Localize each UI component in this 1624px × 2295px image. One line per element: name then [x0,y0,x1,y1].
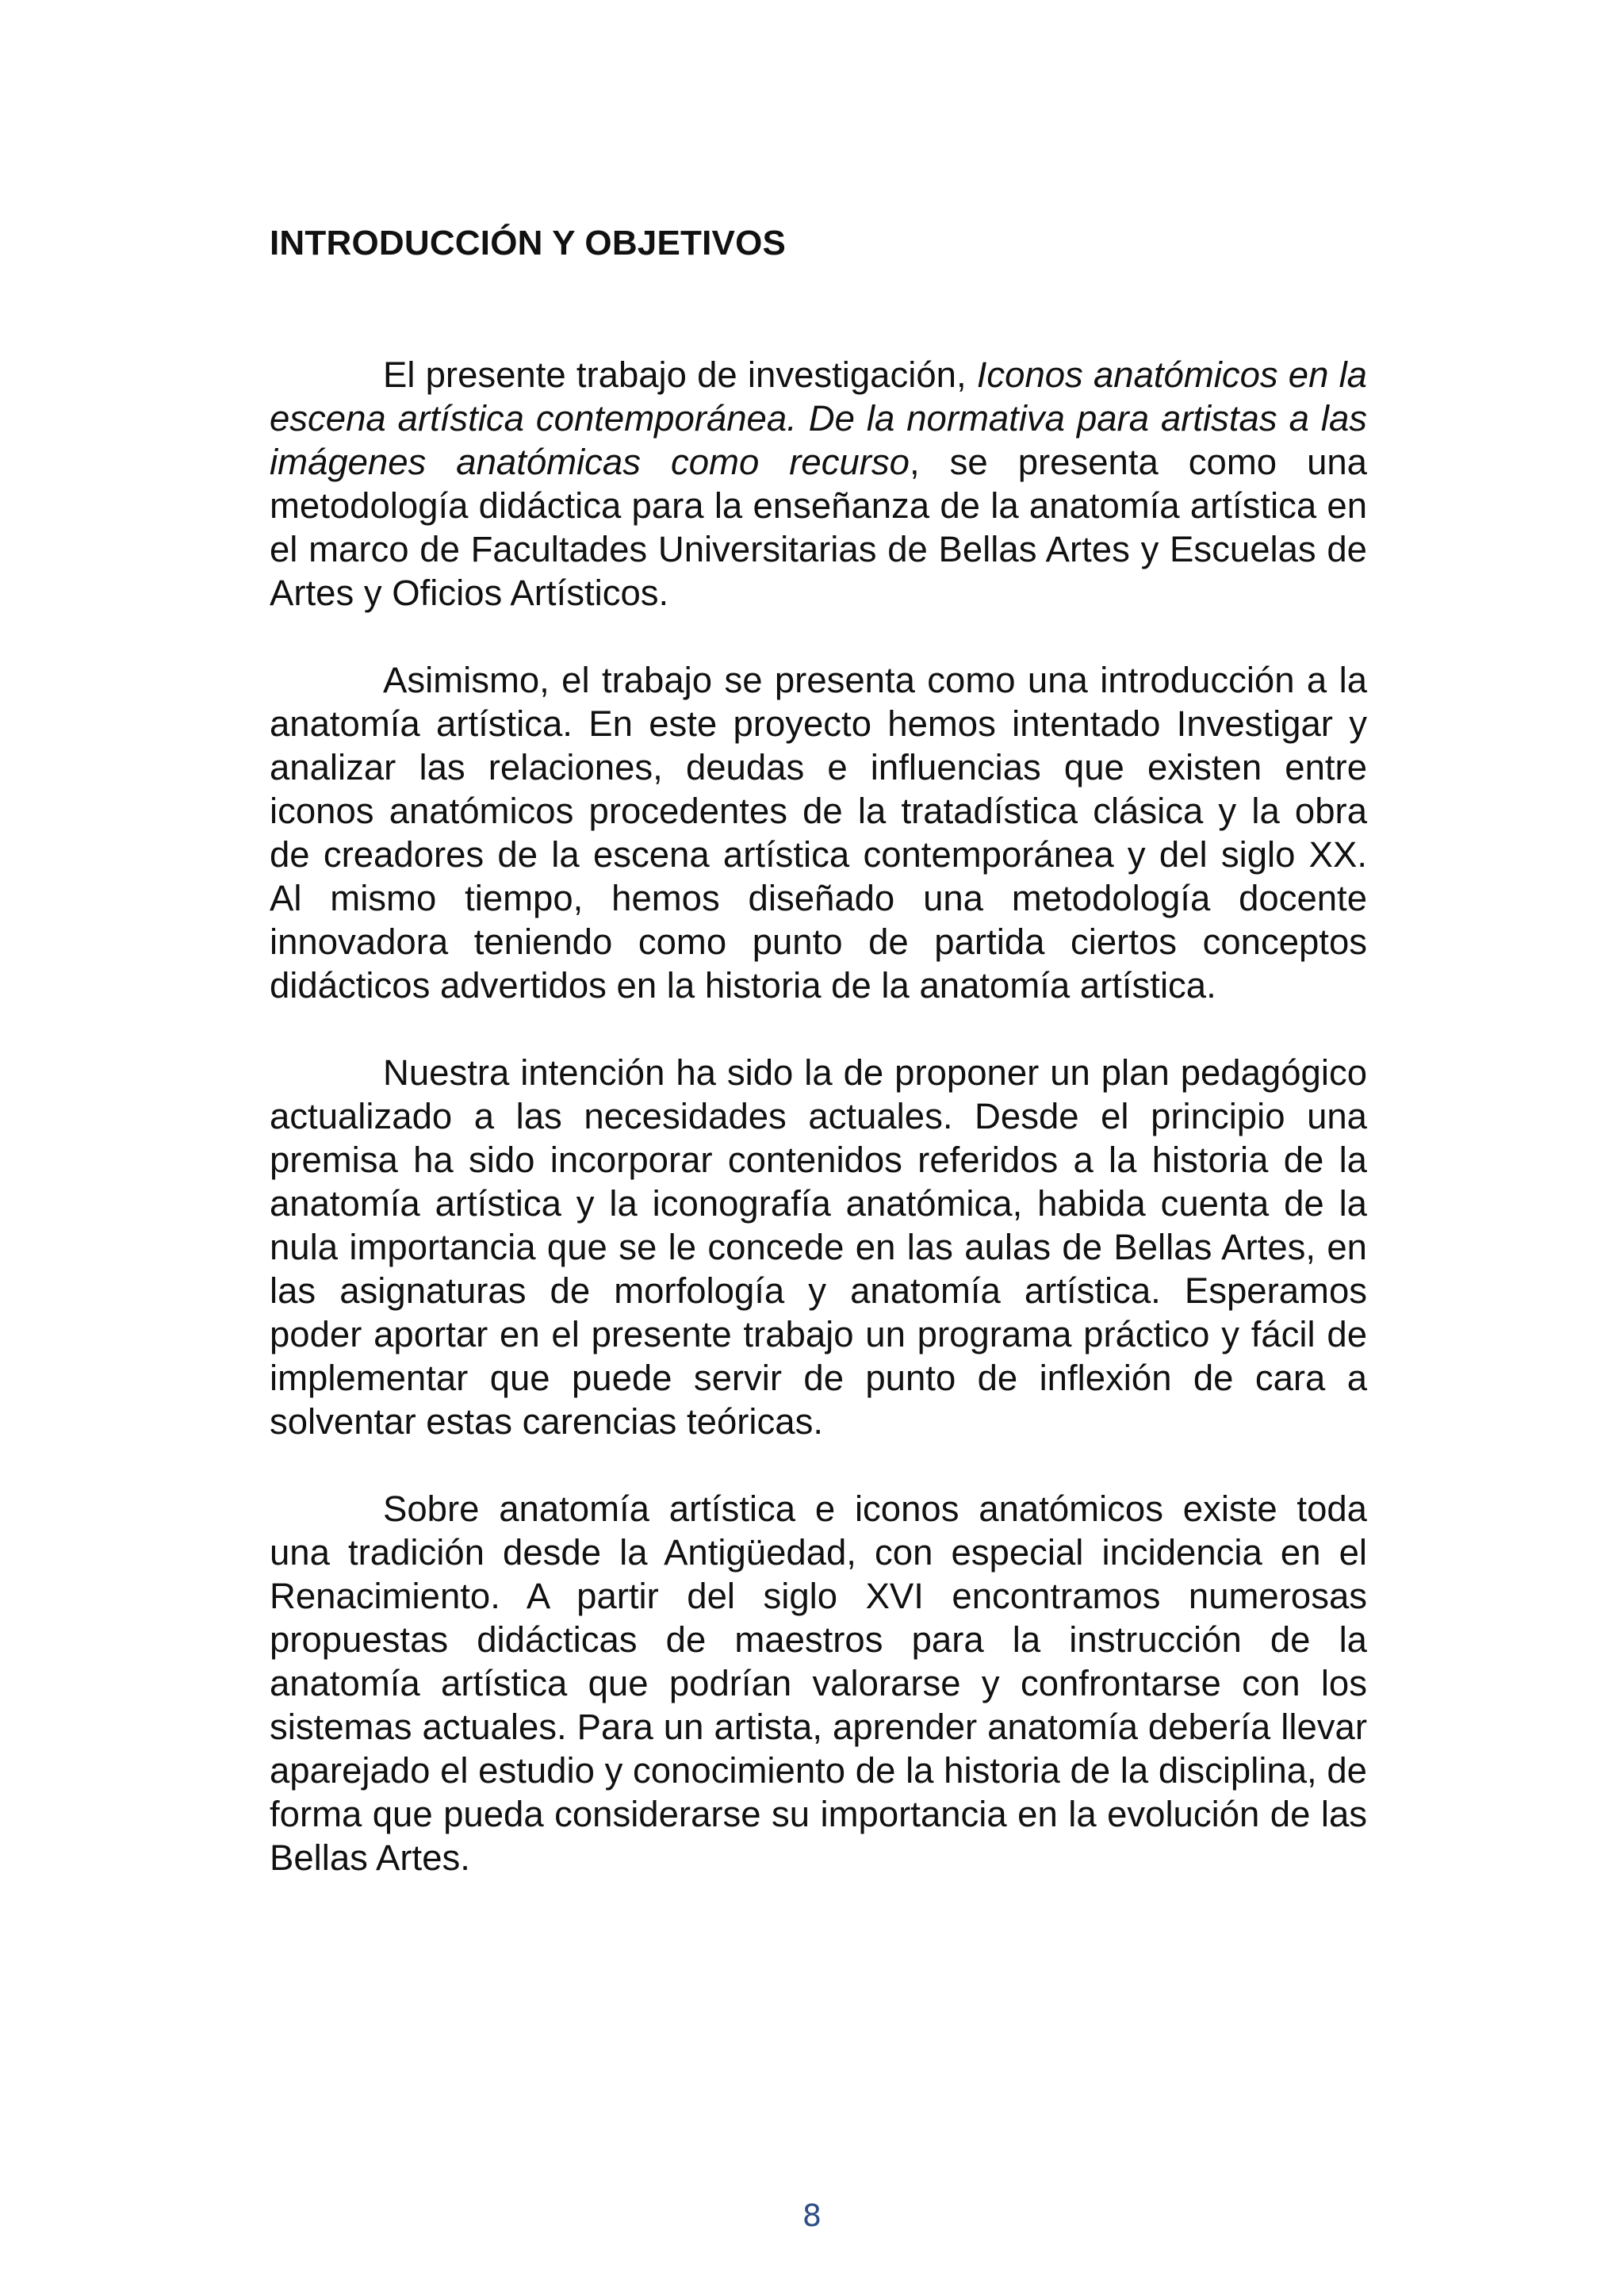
paragraph-1-lead: El presente trabajo de investigación, [383,354,977,395]
work-title: Iconos anatómicos en la escena artística contemporánea. De la normativa para artistas a las imágenes anatómicas como recurso [270,354,1367,482]
paragraph-3: Nuestra intención ha sido la de proponer un plan pedagógico actualizado a las necesidades actuales. Desde el principio una premisa ha sido incorporar contenidos referidos a la historia de la anatomía artística y la iconografía anatómica, habida cuenta de la nula importancia que se le concede en las aulas de Bellas Artes, en las asignaturas de morfología y anatomía artística. Esperamos poder aportar en el presente trabajo un programa práctico y fácil de implementar que puede servir de punto de inflexión de cara a solventar estas carencias teóricas. [270,1052,1367,1442]
paragraph-2: Asimismo, el trabajo se presenta como una introducción a la anatomía artística. En este proyecto hemos intentado Investigar y analizar las relaciones, deudas e influencias que existen entre iconos anatómicos procedentes de la tratadística clásica y la obra de creadores de la escena artística contemporánea y del siglo XX. Al mismo tiempo, hemos diseñado una metodología docente innovadora teniendo como punto de partida ciertos conceptos didácticos advertidos en la historia de la anatomía artística. [270,660,1367,1006]
paragraph-1-rest: , se presenta como una metodología didáctica para la enseñanza de la anatomía artística en el marco de Facultades Universitarias de Bellas Artes y Escuelas de Artes y Oficios Artísticos. [270,442,1367,613]
body-text [270,353,1367,1879]
page-number: 8 [802,2198,822,2233]
paragraph-1 [270,353,1367,615]
paragraph-4: Sobre anatomía artística e iconos anatómicos existe toda una tradición desde la Antigüedad, con especial incidencia en el Renacimiento. A partir del siglo XVI encontramos numerosas propuestas didácticas de maestros para la instrucción de la anatomía artística que podrían valorarse y confrontarse con los sistemas actuales. Para un artista, aprender anatomía debería llevar aparejado el estudio y conocimiento de la historia de la disciplina, de forma que pueda considerarse su importancia en la evolución de las Bellas Artes. [270,1488,1367,1878]
section-heading: INTRODUCCIÓN Y OBJETIVOS [270,224,787,262]
